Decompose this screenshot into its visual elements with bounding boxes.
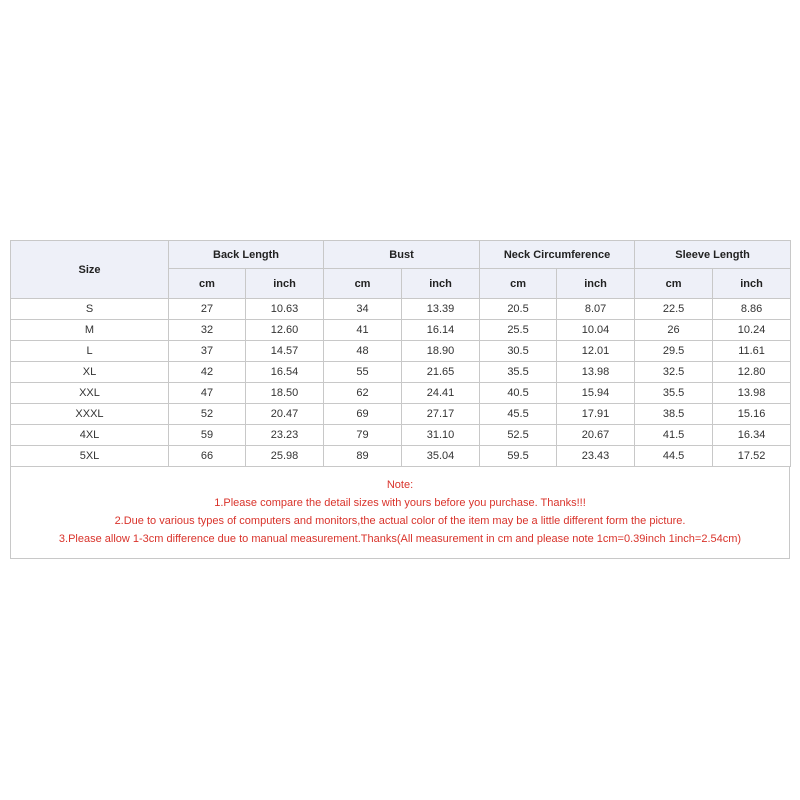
notes-section xyxy=(10,467,790,559)
table-row xyxy=(11,383,791,404)
table-cell: 34 xyxy=(324,299,402,320)
table-cell: 30.5 xyxy=(480,341,557,362)
table-cell: 25.5 xyxy=(480,320,557,341)
table-cell: 8.07 xyxy=(557,299,635,320)
table-cell: 41.5 xyxy=(635,425,713,446)
size-cell: 4XL xyxy=(11,425,169,446)
size-cell: L xyxy=(11,341,169,362)
table-cell: 8.86 xyxy=(713,299,791,320)
table-cell: 42 xyxy=(169,362,246,383)
table-cell: 13.98 xyxy=(557,362,635,383)
table-row xyxy=(11,299,791,320)
group-header-neck-circumference: Neck Circumference xyxy=(480,241,635,269)
size-chart xyxy=(10,240,790,559)
table-cell: 14.57 xyxy=(246,341,324,362)
unit-header-inch: inch xyxy=(557,269,635,299)
table-cell: 18.90 xyxy=(402,341,480,362)
table-cell: 27.17 xyxy=(402,404,480,425)
table-cell: 10.04 xyxy=(557,320,635,341)
table-cell: 23.23 xyxy=(246,425,324,446)
unit-header-inch: inch xyxy=(713,269,791,299)
unit-header-cm: cm xyxy=(480,269,557,299)
size-cell: S xyxy=(11,299,169,320)
table-row xyxy=(11,446,791,467)
table-cell: 79 xyxy=(324,425,402,446)
table-cell: 38.5 xyxy=(635,404,713,425)
table-cell: 17.52 xyxy=(713,446,791,467)
table-cell: 13.39 xyxy=(402,299,480,320)
table-cell: 45.5 xyxy=(480,404,557,425)
table-cell: 55 xyxy=(324,362,402,383)
size-cell: XL xyxy=(11,362,169,383)
table-cell: 41 xyxy=(324,320,402,341)
size-table xyxy=(10,240,791,467)
table-cell: 20.5 xyxy=(480,299,557,320)
table-cell: 20.47 xyxy=(246,404,324,425)
table-cell: 21.65 xyxy=(402,362,480,383)
table-cell: 31.10 xyxy=(402,425,480,446)
group-header-bust: Bust xyxy=(324,241,480,269)
table-cell: 35.04 xyxy=(402,446,480,467)
table-cell: 16.14 xyxy=(402,320,480,341)
table-cell: 32.5 xyxy=(635,362,713,383)
table-cell: 40.5 xyxy=(480,383,557,404)
table-row xyxy=(11,341,791,362)
table-cell: 62 xyxy=(324,383,402,404)
size-cell: XXXL xyxy=(11,404,169,425)
table-cell: 27 xyxy=(169,299,246,320)
group-header-sleeve-length: Sleeve Length xyxy=(635,241,791,269)
table-cell: 69 xyxy=(324,404,402,425)
size-cell: XXL xyxy=(11,383,169,404)
table-cell: 66 xyxy=(169,446,246,467)
note-item: 2.Due to various types of computers and monitors,the actual color of the item may be a little different form the picture. xyxy=(114,515,686,527)
table-row xyxy=(11,362,791,383)
table-cell: 52 xyxy=(169,404,246,425)
unit-header-cm: cm xyxy=(635,269,713,299)
table-cell: 29.5 xyxy=(635,341,713,362)
table-cell: 11.61 xyxy=(713,341,791,362)
table-cell: 17.91 xyxy=(557,404,635,425)
unit-header-cm: cm xyxy=(169,269,246,299)
table-cell: 13.98 xyxy=(713,383,791,404)
notes-title: Note: xyxy=(386,479,414,491)
table-cell: 20.67 xyxy=(557,425,635,446)
table-cell: 18.50 xyxy=(246,383,324,404)
table-row xyxy=(11,404,791,425)
table-cell: 48 xyxy=(324,341,402,362)
table-cell: 26 xyxy=(635,320,713,341)
table-cell: 16.54 xyxy=(246,362,324,383)
note-item: 3.Please allow 1-3cm difference due to manual measurement.Thanks(All measurement in cm and please note 1cm=0.39inch 1inch=2.54cm) xyxy=(58,533,742,545)
table-cell: 15.16 xyxy=(713,404,791,425)
table-cell: 25.98 xyxy=(246,446,324,467)
table-row xyxy=(11,320,791,341)
table-cell: 12.60 xyxy=(246,320,324,341)
table-cell: 22.5 xyxy=(635,299,713,320)
table-cell: 23.43 xyxy=(557,446,635,467)
header-row-groups xyxy=(11,241,791,269)
table-cell: 24.41 xyxy=(402,383,480,404)
table-cell: 89 xyxy=(324,446,402,467)
size-cell: M xyxy=(11,320,169,341)
table-cell: 12.80 xyxy=(713,362,791,383)
unit-header-inch: inch xyxy=(402,269,480,299)
table-row xyxy=(11,425,791,446)
table-cell: 15.94 xyxy=(557,383,635,404)
table-cell: 59.5 xyxy=(480,446,557,467)
table-cell: 37 xyxy=(169,341,246,362)
table-cell: 10.24 xyxy=(713,320,791,341)
table-cell: 35.5 xyxy=(480,362,557,383)
unit-header-inch: inch xyxy=(246,269,324,299)
unit-header-cm: cm xyxy=(324,269,402,299)
note-item: 1.Please compare the detail sizes with yours before you purchase. Thanks!!! xyxy=(214,497,586,509)
size-cell: 5XL xyxy=(11,446,169,467)
table-cell: 32 xyxy=(169,320,246,341)
table-cell: 12.01 xyxy=(557,341,635,362)
size-column-header: Size xyxy=(11,241,169,299)
table-cell: 10.63 xyxy=(246,299,324,320)
table-body xyxy=(11,299,791,467)
table-cell: 35.5 xyxy=(635,383,713,404)
group-header-back-length: Back Length xyxy=(169,241,324,269)
table-cell: 16.34 xyxy=(713,425,791,446)
table-cell: 52.5 xyxy=(480,425,557,446)
table-cell: 44.5 xyxy=(635,446,713,467)
table-cell: 47 xyxy=(169,383,246,404)
table-cell: 59 xyxy=(169,425,246,446)
